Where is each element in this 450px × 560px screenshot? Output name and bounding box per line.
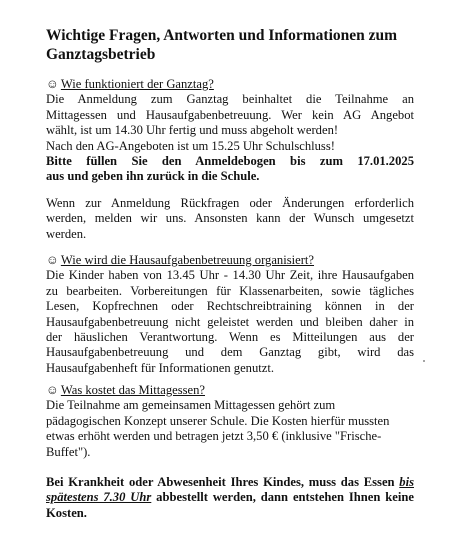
text-line: Hausaufgabenbetreuung nicht geleistet werden und bleiben daher in [46, 314, 414, 329]
question-text: Was kostet das Mittagessen? [60, 383, 205, 397]
text-line: Lesen, Kopfrechnen oder Rechtschreibtraining können in der [46, 299, 414, 314]
text-line: Die Kinder haben von 13.45 Uhr - 14.30 Uhr Zeit, ihre Hausaufgaben [46, 268, 414, 283]
notice-text: abbestellt werden, dann entstehen Ihnen keine [151, 490, 414, 505]
text-line: Nach den AG-Angeboten ist um 15.25 Uhr Schulschluss! [46, 138, 335, 153]
text-line: werden. [46, 226, 87, 241]
text-line: Hausaufgabenbetreuung und dem Ganztag gibt, wird das [46, 345, 414, 360]
text-line: wählt, ist um 14.30 Uhr fertig und muss abgeholt werden! [46, 123, 339, 138]
section-ganztag-contact [46, 196, 414, 242]
notice-line [46, 490, 414, 505]
question-heading [46, 253, 414, 268]
speck-mark [423, 360, 425, 362]
smiley-icon: ☺ [46, 253, 59, 267]
question-heading [46, 77, 414, 92]
smiley-icon: ☺ [46, 77, 59, 91]
text-line: der häuslichen Verantwortung. Wenn es Mitteilungen aus der [46, 330, 414, 345]
notice-line [46, 475, 414, 490]
section-mittagessen [46, 383, 414, 460]
notice-line: Kosten. [46, 505, 87, 520]
question-text: Wie wird die Hausaufgabenbetreuung organisiert? [60, 253, 315, 267]
text-line: Buffet"). [46, 444, 91, 459]
deadline-emphasis: bis [399, 475, 414, 489]
text-line: Wenn zur Anmeldung Rückfragen oder Änderungen erforderlich [46, 196, 414, 210]
text-line: Die Teilnahme am gemeinsamen Mittagessen gehört zum [46, 398, 336, 413]
text-line: pädagogischen Konzept unserer Schule. Die Kosten hierfür mussten [46, 413, 390, 428]
text-line: etwas erhöht werden und betragen jetzt 3,50 € (inklusive "Frische- [46, 429, 382, 444]
deadline-emphasis: spätestens 7.30 Uhr [46, 490, 152, 505]
section-hausaufgaben [46, 253, 414, 376]
text-line: werden, melden wir uns. Ansonsten kann der Wunsch umgesetzt [46, 211, 414, 226]
page-title: Wichtige Fragen, Antworten und Informationen zum Ganztagsbetrieb [46, 27, 398, 63]
deadline-notice-2: aus und geben ihn zurück in die Schule. [46, 169, 260, 184]
text-line: Die Anmeldung zum Ganztag beinhaltet die Teilnahme an [46, 92, 414, 107]
question-text: Wie funktioniert der Ganztag? [60, 77, 214, 91]
smiley-icon: ☺ [46, 383, 59, 397]
text-line: Hausaufgabenheft für Informationen genutzt. [46, 360, 274, 375]
question-heading [46, 383, 414, 398]
cancellation-notice [46, 475, 414, 521]
text-line: Mittagessen und Hausaufgabenbetreuung. Wer kein AG Angebot [46, 107, 414, 122]
text-line: zu bearbeiten. Vorbereitungen für Klassenarbeiten, sowie tägliches [46, 283, 414, 298]
deadline-notice: Bitte füllen Sie den Anmeldebogen bis zum 17.01.2025 [46, 154, 414, 169]
section-ganztag [46, 77, 414, 185]
notice-text: Bei Krankheit oder Abwesenheit Ihres Kindes, muss das Essen [46, 475, 395, 489]
